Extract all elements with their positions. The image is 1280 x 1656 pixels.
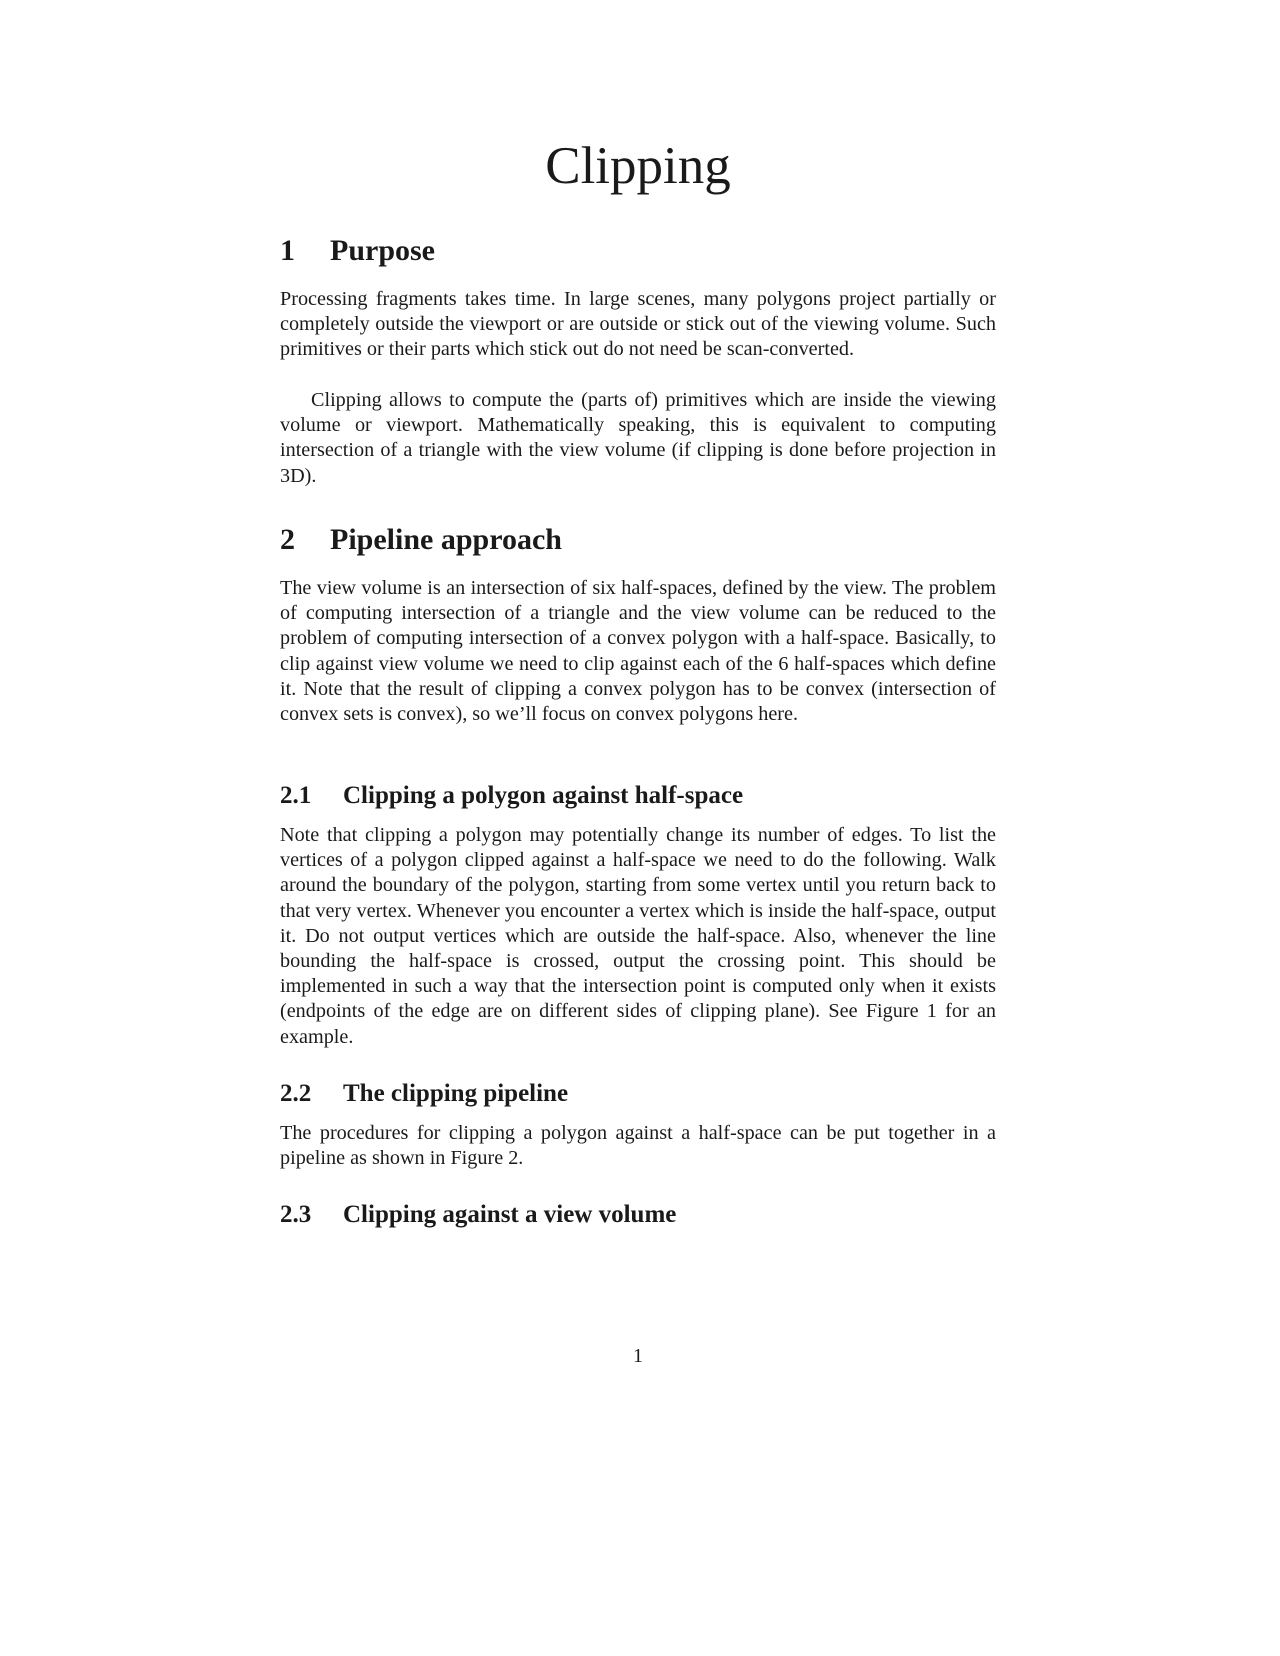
paragraph-clipping-pipeline: The procedures for clipping a polygon against a half-space can be put together in a pipeline as shown in Figure 2. [280, 1122, 996, 1170]
paragraph-purpose-1: Processing fragments takes time. In large scenes, many polygons project partially or completely outside the viewport or are outside or stick out of the viewing volume. Such primitives or their parts which stick out do not need be scan-converted. [280, 288, 996, 361]
section-number: 1 [280, 234, 295, 267]
subsection-number: 2.3 [280, 1201, 312, 1228]
subsection-number: 2.1 [280, 782, 312, 809]
subsection-heading-clipping-polygon [280, 783, 996, 808]
subsection-number: 2.2 [280, 1080, 312, 1107]
section-heading-purpose [280, 236, 996, 266]
section-title: Pipeline approach [330, 523, 562, 556]
section-number: 2 [280, 523, 295, 556]
page-number: 1 [633, 1345, 643, 1367]
document-title: Clipping [545, 137, 731, 195]
subsection-title: Clipping a polygon against half-space [343, 782, 744, 809]
paragraph-purpose-2: Clipping allows to compute the (parts of) primitives which are inside the viewing volume or viewport. Mathematically speaking, this is equivalent to computing intersection of a triangle with the view volume (if clipping is done before projection in 3D). [280, 389, 996, 487]
section-title: Purpose [330, 234, 435, 267]
paragraph-clipping-polygon: Note that clipping a polygon may potentially change its number of edges. To list the vertices of a polygon clipped against a half-space we need to do the following. Walk around the boundary of the polygon, starting from some vertex until you return back to that very vertex. Whenever you encounter a vertex which is inside the half-space, output it. Do not output vertices which are outside the half-space. Also, whenever the line bounding the half-space is crossed, output the crossing point. This should be implemented in such a way that the intersection point is computed only when it exists (endpoints of the edge are on different sides of clipping plane). See Figure 1 for an example. [280, 824, 996, 1048]
subsection-heading-view-volume [280, 1202, 996, 1227]
paragraph-pipeline-approach: The view volume is an intersection of six half-spaces, defined by the view. The problem of computing intersection of a triangle and the view volume can be reduced to the problem of computing intersection of a convex polygon with a half-space. Basically, to clip against view volume we need to clip against each of the 6 half-spaces which define it. Note that the result of clipping a convex polygon has to be convex (intersection of convex sets is convex), so we’ll focus on convex polygons here. [280, 577, 996, 726]
subsection-title: Clipping against a view volume [343, 1201, 677, 1228]
subsection-title: The clipping pipeline [343, 1080, 569, 1107]
section-heading-pipeline-approach [280, 525, 996, 555]
subsection-heading-clipping-pipeline [280, 1081, 996, 1106]
